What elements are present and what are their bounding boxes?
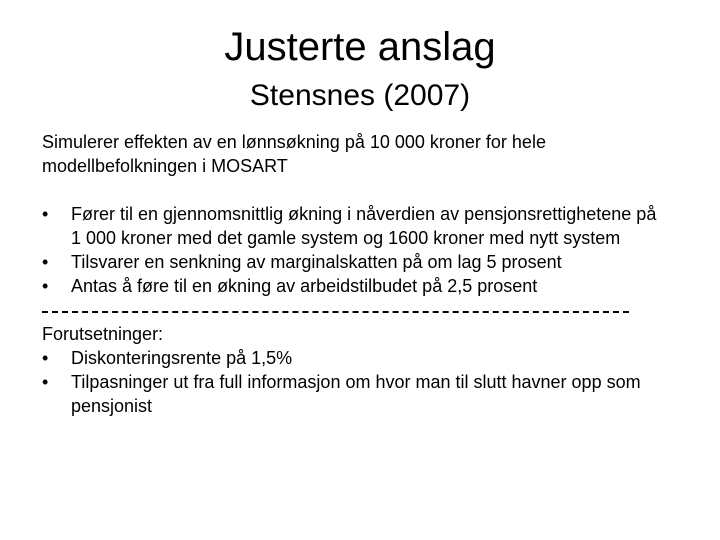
bullet-item	[42, 274, 682, 298]
bullet-icon: •	[42, 276, 49, 296]
assumptions-heading: Forutsetninger:	[42, 324, 164, 344]
bullet-text: Antas å føre til en økning av arbeidstilbudet på 2,5 prosent	[71, 276, 538, 296]
slide-body	[42, 130, 682, 418]
bullet-text: Fører til en gjennomsnittlig økning i nåverdien av pensjonsrettighetene på 1 000 kroner med det gamle system og 1600 kroner med nytt system	[71, 204, 657, 248]
bullet-icon: •	[42, 204, 49, 224]
assumptions-list	[42, 346, 682, 418]
assumption-text: Diskonteringsrente på 1,5%	[71, 348, 293, 368]
bullet-icon: •	[42, 372, 49, 392]
bullet-item	[42, 202, 682, 250]
bullet-icon: •	[42, 252, 49, 272]
assumption-item	[42, 370, 682, 418]
assumption-text: Tilpasninger ut fra full informasjon om hvor man til slutt havner opp som pensjonist	[71, 372, 641, 416]
assumption-item	[42, 346, 682, 370]
intro-text: Simulerer effekten av en lønnsøkning på 10 000 kroner for hele modellbefolkningen i MOSART	[42, 132, 546, 176]
bullet-icon: •	[42, 348, 49, 368]
main-bullet-list	[42, 202, 682, 298]
bullet-item	[42, 250, 682, 274]
slide-subtitle: Stensnes (2007)	[249, 79, 471, 112]
slide-title: Justerte anslag	[224, 25, 496, 69]
bullet-text: Tilsvarer en senkning av marginalskatten på om lag 5 prosent	[71, 252, 562, 272]
separator-line	[42, 298, 629, 322]
